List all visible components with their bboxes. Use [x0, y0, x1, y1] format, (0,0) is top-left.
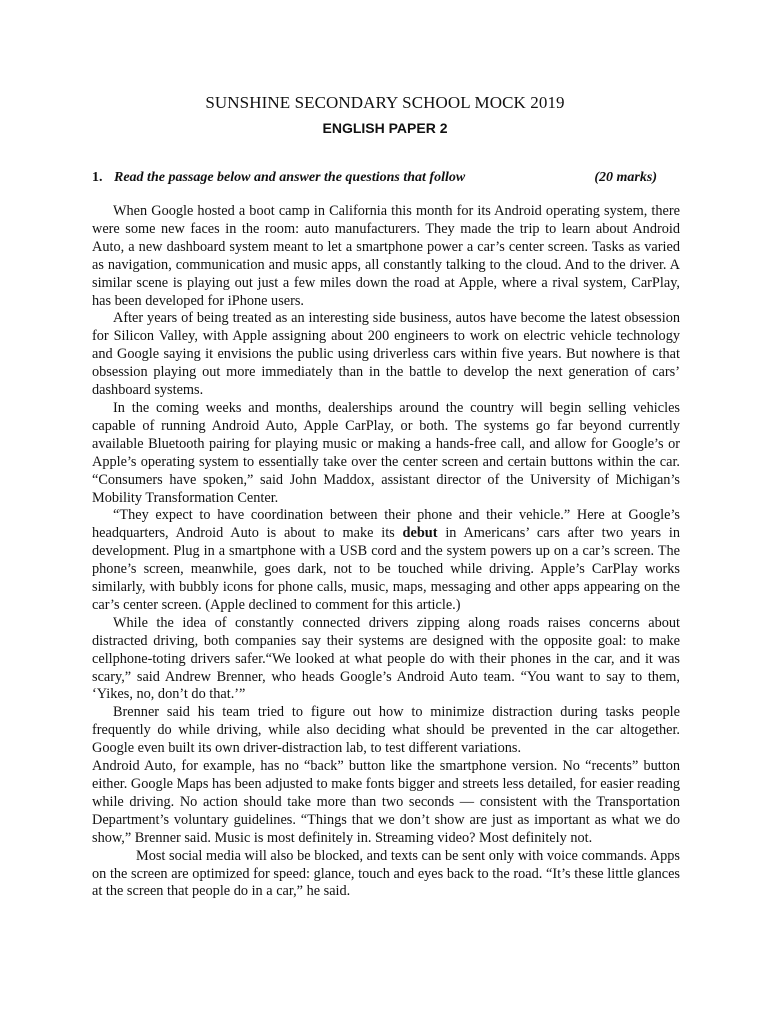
page-subtitle: ENGLISH PAPER 2: [322, 120, 448, 136]
page-title: SUNSHINE SECONDARY SCHOOL MOCK 2019: [205, 93, 565, 112]
passage-paragraph-5: While the idea of constantly connected drivers zipping along roads raises concerns about distracted driving, both companies say their systems are designed with the opposite goal: to make cellphone-toting drivers safer.“We looked at what people do with their phones in the car, and it was scary,” said Andrew Brenner, who heads Google’s Android Auto team. “You want to say to them, ‘Yikes, no, don’t do that.’”: [92, 614, 680, 703]
question-instruction: Read the passage below and answer the questions that follow: [114, 170, 466, 185]
passage-paragraph-4: [92, 507, 680, 614]
passage-paragraph-7: Android Auto, for example, has no “back” button like the smartphone version. No “recents” button either. Google Maps has been adjusted to make fonts bigger and streets less detailed, for easier reading while driving. No action should take more than two seconds — consistent with the Transportation Department’s voluntary guidelines. “Things that we don’t show are just as important as what we do show,” Brenner said. Music is most definitely in. Streaming video? Most definitely not.: [92, 758, 680, 846]
question-heading: [92, 170, 657, 186]
passage-paragraph-8: Most social media will also be blocked, and texts can be sent only with voice commands. Apps on the screen are optimized for speed: glance, touch and eyes back to the road. “It’s these little glances at the screen that people do in a car,” he said.: [92, 847, 680, 900]
question-number: 1.: [92, 170, 103, 185]
passage-paragraph-2: After years of being treated as an interesting side business, autos have become the latest obsession for Silicon Valley, with Apple assigning about 200 engineers to work on electric vehicle technology and Google saying it envisions the public using driverless cars within five years. But nowhere is that obsession playing out more immediately than in the battle to develop the next generation of cars’ dashboard systems.: [92, 310, 680, 399]
question-marks: (20 marks): [594, 170, 657, 185]
paragraph-4-text-end: in Americans’ cars after two years in development. Plug in a smartphone with a USB cord and the system powers up on a car’s screen. The phone’s screen, meanwhile, goes dark, not to be touched while driving. Apple’s CarPlay works similarly, with bubbly icons for phone calls, music, maps, messaging and other apps appearing on the car’s center screen. (Apple declined to comment for this article.): [92, 525, 680, 613]
passage-paragraph-6: Brenner said his team tried to figure out how to minimize distraction during tasks people frequently do while driving, while also deciding what should be prevented in the car altogether. Google even built its own driver-distraction lab, to test different variations.: [92, 704, 680, 757]
passage-paragraph-1: When Google hosted a boot camp in California this month for its Android operating system, there were some new faces in the room: auto manufacturers. They made the trip to learn about Android Auto, a new dashboard system meant to let a smartphone power a car’s center screen. Tasks as varied as navigation, communication and music apps, all constantly talking to the cloud. And to the driver. A similar scene is playing out just a few miles down the road at Apple, where a rival system, CarPlay, has been developed for iPhone users.: [92, 203, 680, 309]
passage-paragraph-3: In the coming weeks and months, dealerships around the country will begin selling vehicles capable of running Android Auto, Apple CarPlay, or both. The systems go far beyond currently available Bluetooth pairing for playing music or making a hands-free call, and allow for Google’s or Apple’s operating system to essentially take over the center screen and certain buttons within the car. “Consumers have spoken,” said John Maddox, assistant director of the University of Michigan’s Mobility Transformation Center.: [92, 399, 680, 506]
highlighted-word-debut: debut: [402, 525, 438, 542]
paragraph-4-text-start: “They expect to have coordination between their phone and their vehicle.” Here at Google’s headquarters, Android Auto is about to make its: [92, 507, 680, 542]
reading-passage: [92, 203, 680, 901]
